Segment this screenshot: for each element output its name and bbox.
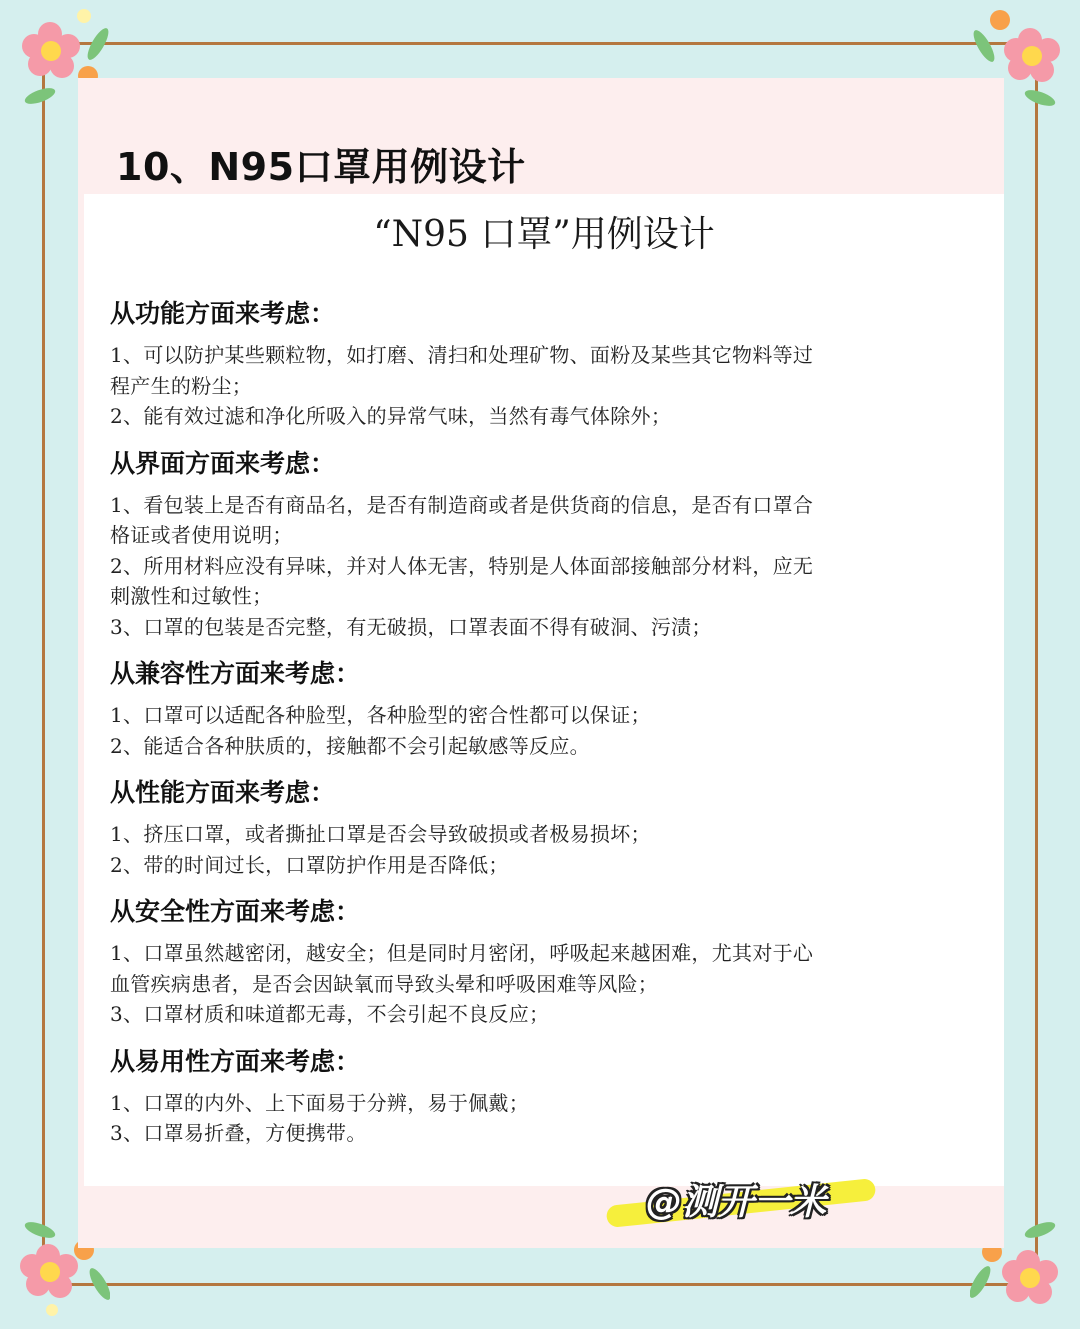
section-line: 血管疾病患者，是否会因缺氧而导致头晕和呼吸困难等风险；	[110, 971, 659, 996]
section-line: 3、口罩材质和味道都无毒，不会引起不良反应；	[110, 1002, 550, 1026]
signature-text: @测开一米	[646, 1182, 827, 1223]
content-page	[78, 78, 1004, 1248]
section-line: 刺激性和过敏性；	[110, 584, 273, 608]
section-line: 程产生的粉尘；	[110, 373, 253, 398]
section-title: 从安全性方面来考虑：	[110, 897, 361, 926]
section-interface	[110, 446, 940, 643]
section-line: 2、能有效过滤和净化所吸入的异常气味，当然有毒气体除外；	[110, 404, 672, 428]
author-signature	[606, 1170, 878, 1226]
section-performance	[110, 775, 940, 880]
section-line: 1、看包装上是否有商品名，是否有制造商或者是供货商的信息，是否有口罩合	[110, 492, 814, 517]
section-line: 格证或者使用说明；	[110, 523, 293, 547]
section-line: 1、口罩可以适配各种脸型，各种脸型的密合性都可以保证；	[110, 703, 651, 727]
section-title: 从兼容性方面来考虑：	[110, 659, 361, 688]
section-compatibility	[110, 656, 940, 761]
section-line: 2、带的时间过长，口罩防护作用是否降低；	[110, 852, 509, 877]
section-line: 3、口罩易折叠，方便携带。	[110, 1121, 367, 1145]
section-line: 2、所用材料应没有异味，并对人体无害，特别是人体面部接触部分材料，应无	[110, 553, 814, 578]
section-line: 1、挤压口罩，或者撕扯口罩是否会导致破损或者极易损坏；	[110, 822, 651, 846]
section-title: 从功能方面来考虑：	[110, 299, 336, 328]
document-image	[84, 194, 1004, 1186]
sections	[110, 296, 940, 1163]
section-title: 从易用性方面来考虑：	[110, 1046, 361, 1076]
section-line: 2、能适合各种肤质的，接触都不会引起敏感等反应。	[110, 733, 590, 758]
section-usability	[110, 1044, 940, 1149]
section-line: 1、口罩虽然越密闭，越安全；但是同时月密闭，呼吸起来越困难，尤其对于心	[110, 941, 814, 965]
section-safety	[110, 894, 940, 1030]
section-line: 1、口罩的内外、上下面易于分辨，易于佩戴；	[110, 1090, 530, 1115]
section-line: 3、口罩的包装是否完整，有无破损，口罩表面不得有破洞、污渍；	[110, 614, 712, 639]
section-title: 从界面方面来考虑：	[110, 448, 336, 478]
section-line: 1、可以防护某些颗粒物，如打磨、清扫和处理矿物、面粉及某些其它物料等过	[110, 343, 814, 367]
page-heading: 10、N95口罩用例设计	[116, 145, 526, 189]
section-title: 从性能方面来考虑：	[110, 778, 336, 807]
section-function	[110, 296, 940, 432]
document-title: “N95 口罩”用例设计	[373, 214, 715, 255]
